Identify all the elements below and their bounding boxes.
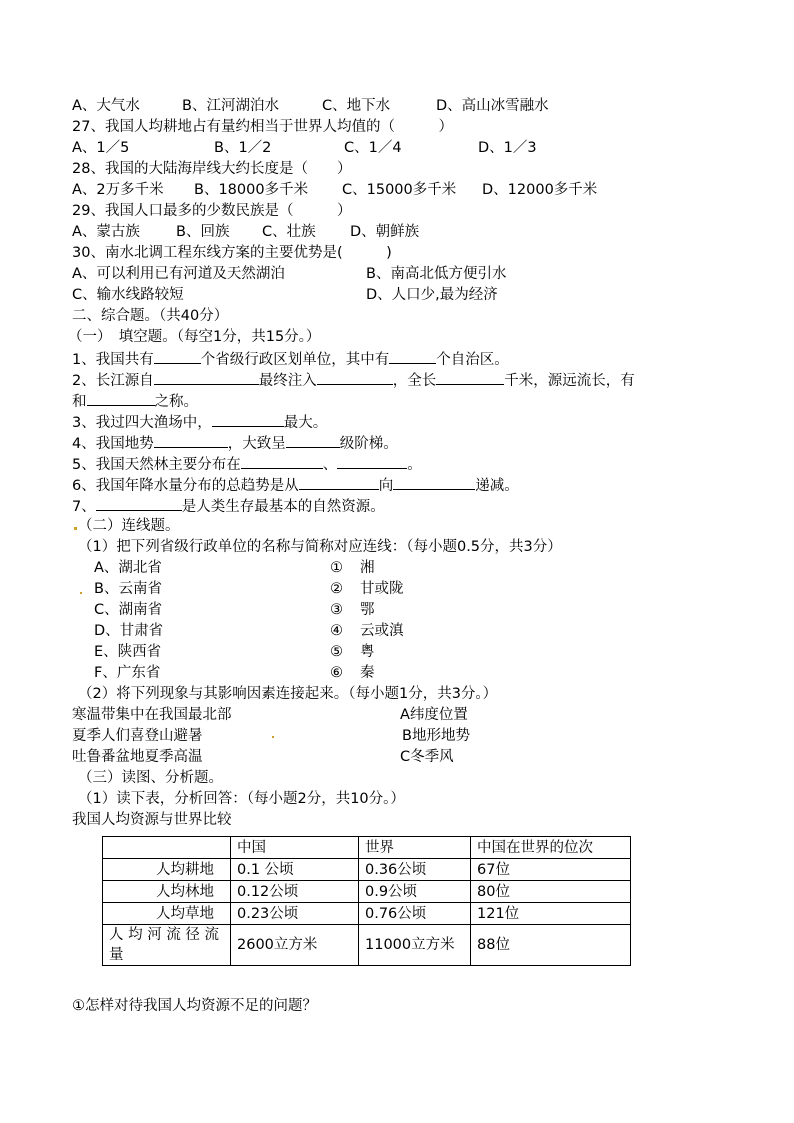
blank-4b — [286, 432, 340, 448]
q29-option-d: D、朝鲜族 — [350, 224, 420, 240]
fill-q7: 7、 是人类生存最基本的自然资源。 — [72, 495, 385, 517]
blank-4a — [154, 432, 228, 448]
factor-c: C冬季风 — [400, 749, 454, 765]
stray-mark — [74, 527, 77, 530]
q30-stem: 30、南水北调工程东线方案的主要优势是( ) — [72, 245, 392, 261]
province-c: C、湖南省 — [94, 602, 163, 618]
q26-option-d: D、高山冰雪融水 — [436, 98, 549, 114]
table-row — [103, 925, 631, 966]
number-4: ④ — [330, 623, 343, 639]
fill-title: （一） 填空题。（每空1分，共15分。） — [68, 329, 321, 345]
province-f: F、广东省 — [94, 665, 161, 681]
table-cell: 0.9公顷 — [359, 881, 471, 903]
number-5: ⑤ — [330, 644, 343, 660]
question-1: ①怎样对待我国人均资源不足的问题？ — [72, 998, 317, 1014]
province-b: B、云南省 — [94, 581, 162, 597]
factor-b: B地形地势 — [402, 728, 470, 744]
q26-option-c: C、地下水 — [322, 98, 391, 114]
table-header-cell: 中国在世界的位次 — [471, 837, 631, 859]
province-e: E、陕西省 — [94, 644, 162, 660]
table-cell: 人 均 河 流 径 流 量 — [103, 925, 231, 966]
q27-option-b: B、1／2 — [214, 140, 272, 156]
q28-option-c: C、15000多千米 — [342, 182, 457, 198]
table-cell: 88位 — [471, 925, 631, 966]
q27-option-c: C、1／4 — [344, 140, 402, 156]
table-cell: 2600立方米 — [231, 925, 359, 966]
table-cell: 0.12公顷 — [231, 881, 359, 903]
q30-option-c: C、输水线路较短 — [72, 287, 184, 303]
blank-1b — [389, 348, 436, 364]
province-d: D、甘肃省 — [94, 623, 164, 639]
table-cell: 0.1 公顷 — [231, 859, 359, 881]
table-header-cell: 世界 — [359, 837, 471, 859]
blank-3a — [212, 411, 284, 427]
blank-7a — [96, 495, 182, 511]
match-p2-title: （2）将下列现象与其影响因素连接起来。（每小题1分，共3分。） — [78, 686, 498, 702]
table-cell: 11000立方米 — [359, 925, 471, 966]
blank-2a — [154, 369, 259, 385]
q28-option-d: D、12000多千米 — [482, 182, 598, 198]
fill-q5: 5、我国天然林主要分布在 、 。 — [72, 453, 422, 475]
fill-q4: 4、我国地势 ，大致呈 级阶梯。 — [72, 432, 398, 454]
abbr-3: 鄂 — [360, 602, 375, 618]
abbr-2: 甘或陇 — [360, 581, 404, 597]
table-row — [103, 859, 631, 881]
fill-q3: 3、我过四大渔场中， 最大。 — [72, 411, 327, 433]
province-a: A、湖北省 — [94, 560, 162, 576]
blank-2b — [317, 369, 393, 385]
q30-option-b: B、南高北低方便引水 — [366, 266, 507, 282]
q26-option-a: A、大气水 — [72, 98, 140, 114]
blank-1a — [154, 348, 201, 364]
match-p1-title: （1）把下列省级行政单位的名称与简称对应连线：（每小题0.5分，共3分） — [78, 539, 562, 555]
table-cell: 80位 — [471, 881, 631, 903]
table-cell: 0.76公顷 — [359, 903, 471, 925]
q27-option-d: D、1／3 — [478, 140, 537, 156]
abbr-1: 湘 — [360, 560, 375, 576]
table-cell: 121位 — [471, 903, 631, 925]
table-cell: 67位 — [471, 859, 631, 881]
phenomenon-3: 吐鲁番盆地夏季高温 — [72, 749, 203, 765]
factor-a: A纬度位置 — [400, 707, 468, 723]
q27-stem: 27、我国人均耕地占有量约相当于世界人均值的（ ） — [72, 119, 453, 135]
abbr-5: 粤 — [360, 644, 375, 660]
table-cell: 人均林地 — [103, 881, 231, 903]
number-2: ② — [330, 581, 343, 597]
q26-option-b: B、江河湖泊水 — [182, 98, 279, 114]
blank-5a — [241, 453, 323, 469]
number-3: ③ — [330, 602, 343, 618]
table-caption: 我国人均资源与世界比较 — [72, 812, 232, 828]
table-cell: 0.36公顷 — [359, 859, 471, 881]
section2-title: 二、综合题。（共40分） — [72, 308, 229, 324]
fill-q2: 2、长江源自 最终注入 ，全长 千米，源远流长，有 — [72, 369, 635, 391]
table-cell: 人均耕地 — [103, 859, 231, 881]
phenomenon-1: 寒温带集中在我国最北部 — [72, 707, 232, 723]
table-cell: 0.23公顷 — [231, 903, 359, 925]
q30-option-a: A、可以利用已有河道及天然湖泊 — [72, 266, 285, 282]
table-header-row — [103, 837, 631, 859]
stray-mark — [272, 736, 274, 738]
fill-q1: 1、我国共有 个省级行政区划单位，其中有 个自治区。 — [72, 348, 509, 370]
table-cell: 人均草地 — [103, 903, 231, 925]
q29-option-a: A、蒙古族 — [72, 224, 140, 240]
abbr-4: 云或滇 — [360, 623, 404, 639]
q28-stem: 28、我国的大陆海岸线大约长度是（ ） — [72, 161, 352, 177]
q29-stem: 29、我国人口最多的少数民族是（ ） — [72, 203, 352, 219]
abbr-6: 秦 — [360, 665, 375, 681]
blank-2c — [436, 369, 504, 385]
blank-5b — [337, 453, 407, 469]
blank-6a — [299, 474, 379, 490]
table-header-cell: 中国 — [231, 837, 359, 859]
number-6: ⑥ — [330, 665, 343, 681]
fill-q6: 6、我国年降水量分布的总趋势是从 向 递减。 — [72, 474, 519, 496]
table-header-cell — [103, 837, 231, 859]
q29-option-b: B、回族 — [176, 224, 230, 240]
table-row — [103, 881, 631, 903]
blank-2d — [87, 390, 155, 406]
q28-option-b: B、18000多千米 — [194, 182, 309, 198]
q30-option-d: D、人口少,最为经济 — [366, 287, 498, 303]
match-title: （二）连线题。 — [78, 518, 180, 534]
q29-option-c: C、壮族 — [262, 224, 316, 240]
q28-option-a: A、2万多千米 — [72, 182, 164, 198]
analysis-p1-title: （1）读下表，分析回答：（每小题2分，共10分。） — [78, 791, 405, 807]
stray-mark — [80, 592, 82, 594]
number-1: ① — [330, 560, 343, 576]
fill-q2-cont: 和 之称。 — [72, 390, 198, 412]
resource-table — [102, 836, 631, 966]
analysis-title: （三）读图、分析题。 — [78, 770, 223, 786]
phenomenon-2: 夏季人们喜登山避暑 — [72, 728, 203, 744]
blank-6b — [393, 474, 475, 490]
table-row — [103, 903, 631, 925]
q27-option-a: A、1／5 — [72, 140, 130, 156]
